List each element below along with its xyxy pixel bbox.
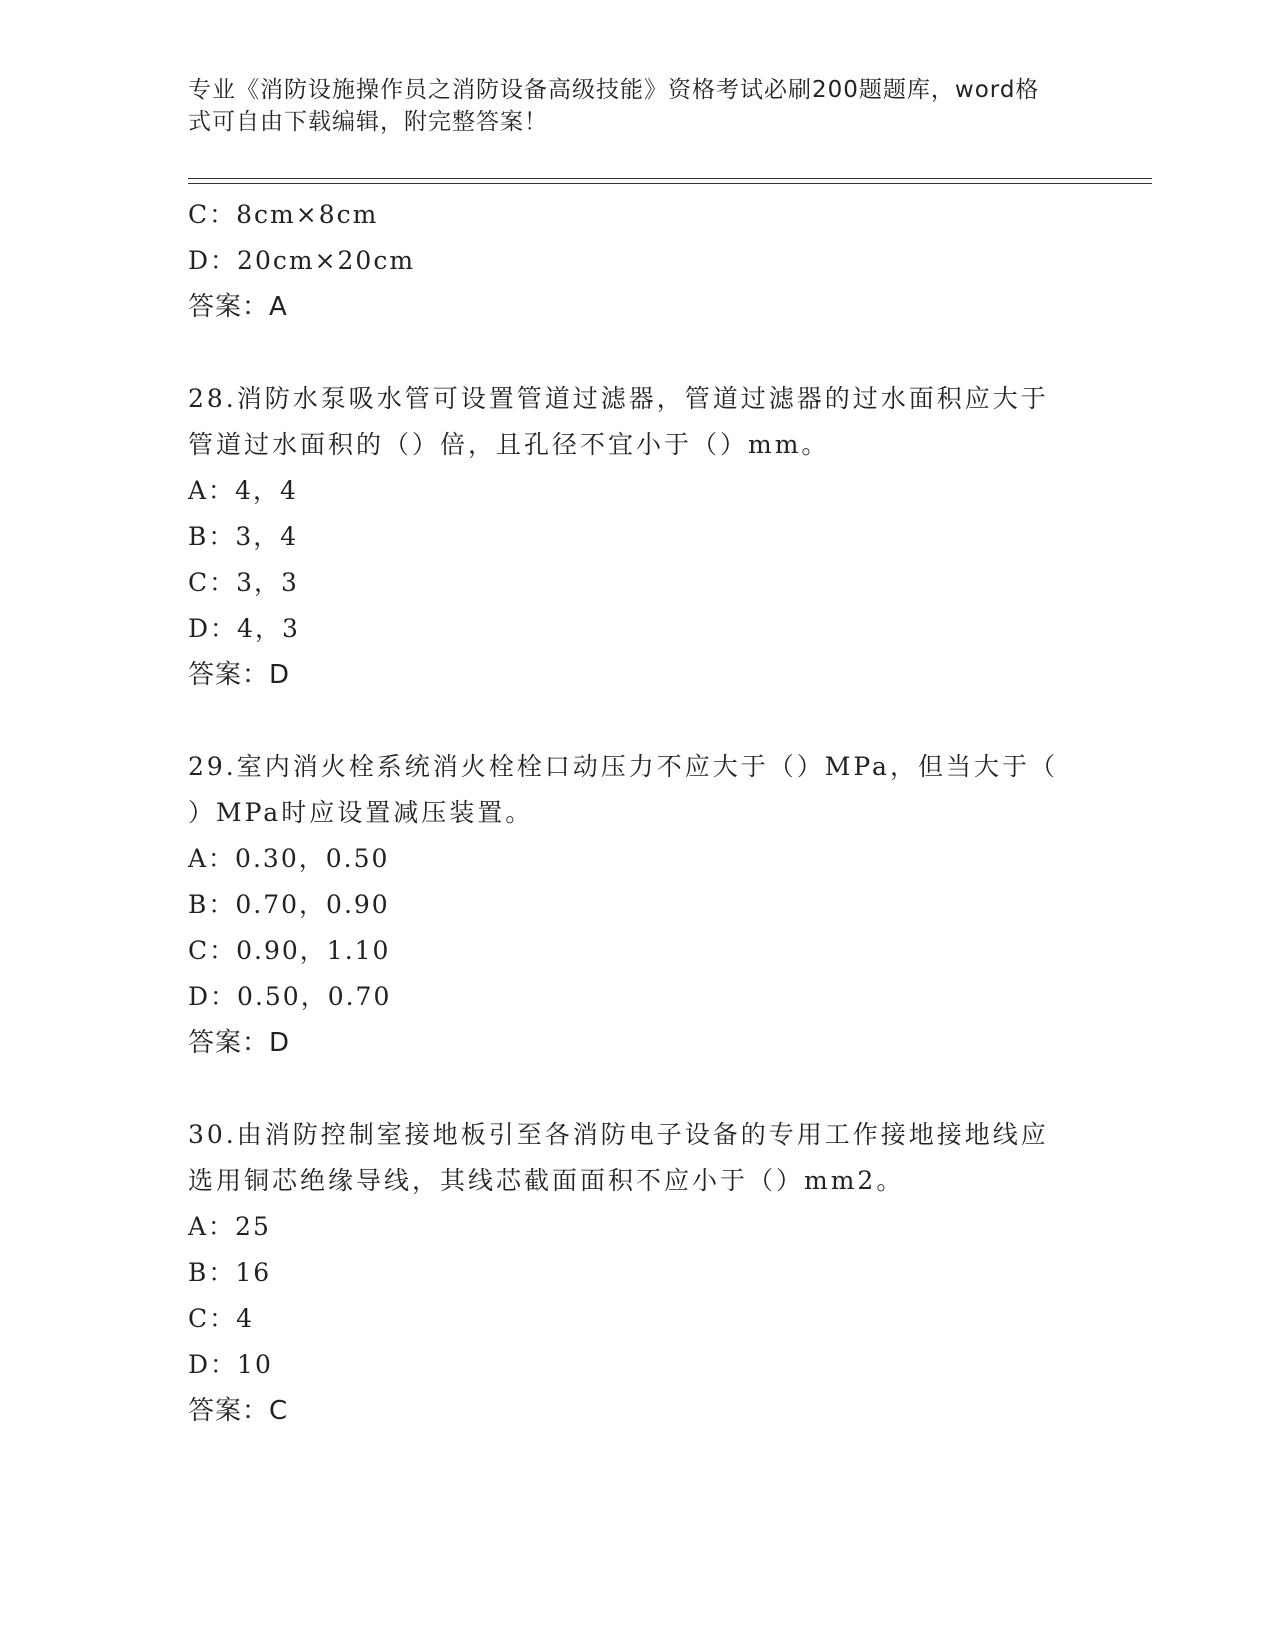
option-b: B：0.70，0.90 — [188, 890, 390, 919]
header-divider-top — [188, 178, 1152, 179]
question-text: 29.室内消火栓系统消火栓栓口动压力不应大于（）MPa，但当大于（ — [188, 752, 1058, 781]
answer: 答案：A — [188, 292, 288, 322]
header-line-1: 专业《消防设施操作员之消防设备高级技能》资格考试必刷200题题库，word格 — [188, 77, 1040, 103]
option-a: A：25 — [188, 1212, 271, 1241]
option-d: D：20cm×20cm — [188, 246, 416, 275]
question-30 — [188, 1112, 1108, 1434]
option-b: B：16 — [188, 1258, 272, 1287]
option-d: D：0.50，0.70 — [188, 982, 392, 1011]
answer: 答案：D — [188, 660, 291, 690]
question-27-tail — [188, 192, 1108, 330]
question-29 — [188, 744, 1108, 1066]
question-text: 30.由消防控制室接地板引至各消防电子设备的专用工作接地接地线应 — [188, 1120, 1049, 1149]
question-text: 管道过水面积的（）倍，且孔径不宜小于（）mm。 — [188, 430, 830, 459]
option-b: B：3，4 — [188, 522, 299, 551]
question-text: 28.消防水泵吸水管可设置管道过滤器，管道过滤器的过水面积应大于 — [188, 384, 1049, 413]
answer: 答案：D — [188, 1028, 291, 1058]
option-a: A：0.30，0.50 — [188, 844, 390, 873]
question-text: 选用铜芯绝缘导线，其线芯截面面积不应小于（）mm2。 — [188, 1166, 905, 1195]
option-c: C：3，3 — [188, 568, 299, 597]
option-c: C：8cm×8cm — [188, 200, 379, 229]
option-c: C：4 — [188, 1304, 255, 1333]
option-c: C：0.90，1.10 — [188, 936, 391, 965]
option-a: A：4，4 — [188, 476, 298, 505]
option-d: D：4，3 — [188, 614, 300, 643]
question-text: ）MPa时应设置减压装置。 — [188, 798, 534, 827]
answer: 答案：C — [188, 1396, 289, 1426]
header-line-2: 式可自由下载编辑，附完整答案！ — [188, 109, 548, 135]
header-divider-bottom — [188, 183, 1152, 184]
question-list — [188, 192, 1108, 1434]
question-28 — [188, 376, 1108, 698]
option-d: D：10 — [188, 1350, 273, 1379]
document-header — [188, 74, 1068, 138]
